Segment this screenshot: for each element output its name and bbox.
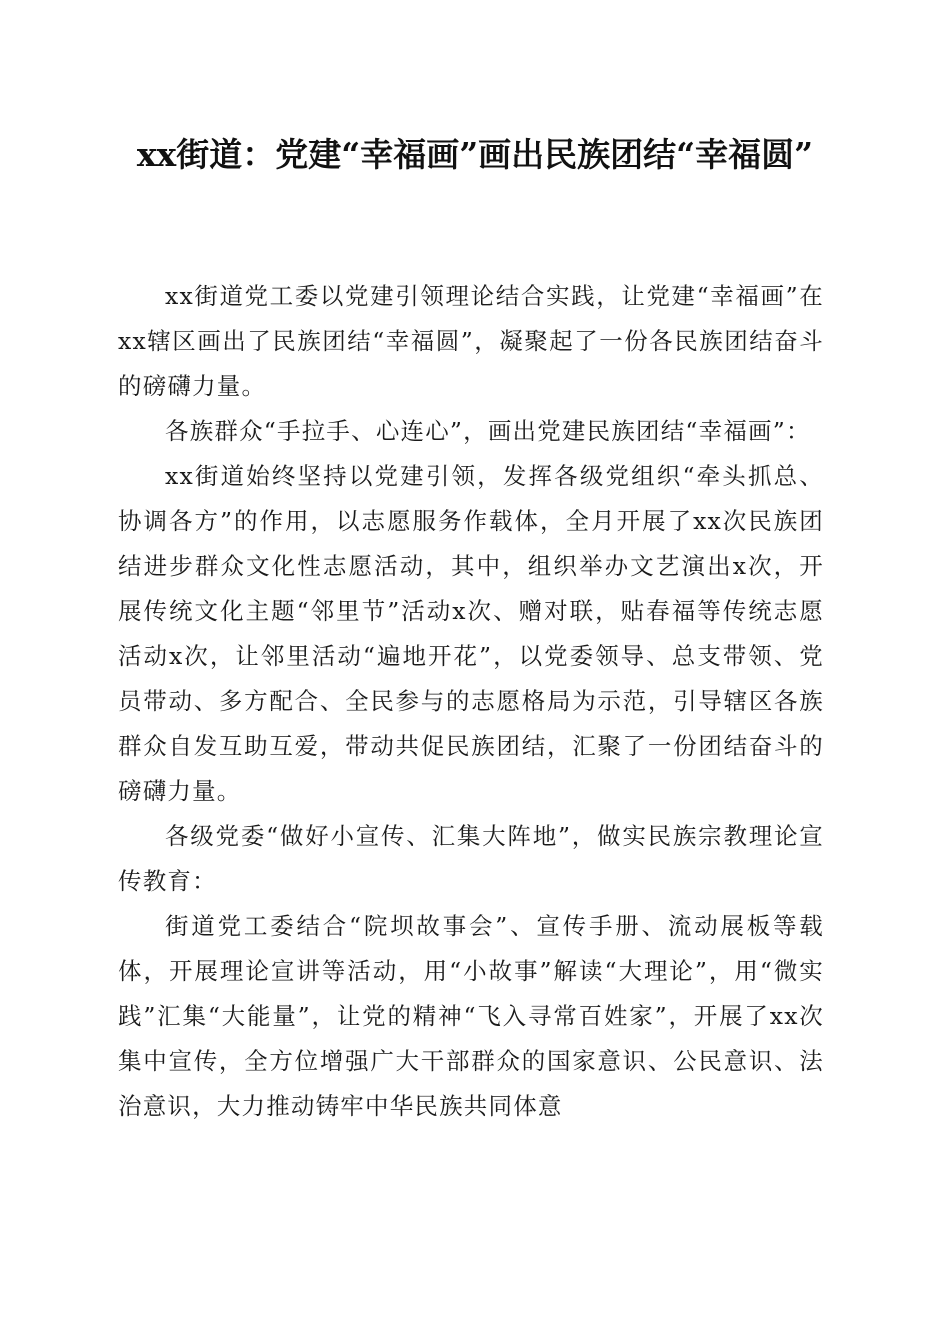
- paragraph-heading-2: 各级党委“做好小宣传、汇集大阵地”，做实民族宗教理论宣传教育：: [118, 822, 824, 895]
- paragraph-intro: xx街道党工委以党建引领理论结合实践，让党建“幸福画”在xx辖区画出了民族团结“幸福圆”，凝聚起了一份各民族团结奋斗的磅礴力量。: [118, 282, 824, 400]
- paragraph-heading-1: 各族群众“手拉手、心连心”，画出党建民族团结“幸福画”：: [165, 417, 811, 445]
- paragraph-volunteer-activities: xx街道始终坚持以党建引领，发挥各级党组织“牵头抓总、协调各方”的作用，以志愿服务作载体，全月开展了xx次民族团结进步群众文化性志愿活动，其中，组织举办文艺演出x次，开展传统文化主题“邻里节”活动x次、赠对联，贴春福等传统志愿活动x次，让邻里活动“遍地开花”，以党委领导、总支带领、党员带动、多方配合、全民参与的志愿格局为示范，引导辖区各族群众自发互助互爱，带动共促民族团结，汇聚了一份团结奋斗的磅礴力量。: [118, 462, 824, 805]
- document-title: xx街道：党建“幸福画”画出民族团结“幸福圆”: [136, 135, 814, 174]
- document-body: [118, 274, 824, 1129]
- paragraph-publicity: 街道党工委结合“院坝故事会”、宣传手册、流动展板等载体，开展理论宣讲等活动，用“小故事”解读“大理论”，用“微实践”汇集“大能量”，让党的精神“飞入寻常百姓家”，开展了xx次集中宣传，全方位增强广大干部群众的国家意识、公民意识、法治意识，大力推动铸牢中华民族共同体意: [118, 912, 824, 1120]
